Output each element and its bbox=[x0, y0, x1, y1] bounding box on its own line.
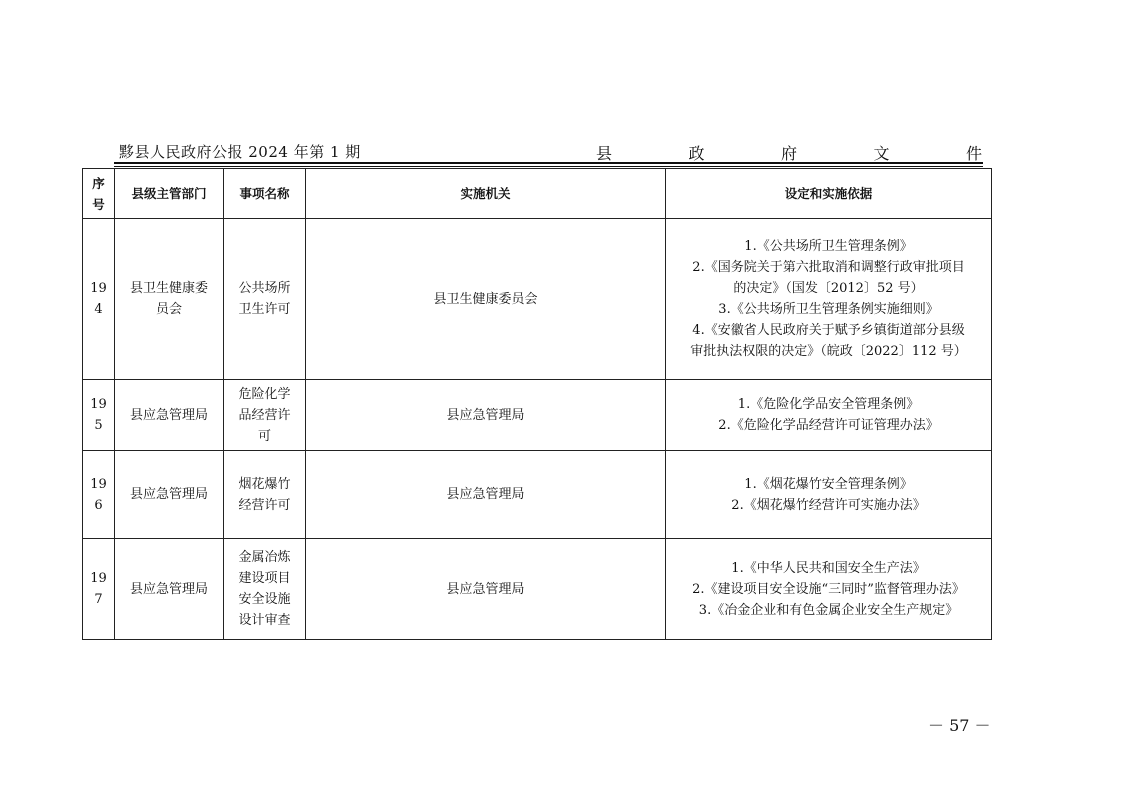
item-line: 烟花爆竹 bbox=[238, 476, 291, 492]
category-char: 县 bbox=[596, 144, 613, 163]
table-row bbox=[83, 539, 992, 640]
approval-items-table bbox=[82, 168, 992, 640]
seq-cell bbox=[83, 380, 115, 451]
agency-cell: 县应急管理局 bbox=[306, 451, 666, 539]
item-line: 经营许可 bbox=[238, 497, 291, 513]
header-seq-line: 号 bbox=[92, 196, 105, 212]
basis-cell bbox=[666, 219, 992, 380]
table-row bbox=[83, 451, 992, 539]
category-char: 件 bbox=[965, 144, 982, 163]
category-char: 府 bbox=[780, 144, 797, 163]
category-char: 政 bbox=[688, 144, 705, 163]
basis-cell bbox=[666, 451, 992, 539]
seq-line: 19 bbox=[90, 476, 107, 492]
item-cell bbox=[224, 380, 306, 451]
item-cell bbox=[224, 219, 306, 380]
header-basis: 设定和实施依据 bbox=[666, 169, 992, 219]
basis-line: 审批执法权限的决定》（皖政〔2022〕112 号） bbox=[690, 344, 967, 359]
agency-cell: 县应急管理局 bbox=[306, 380, 666, 451]
item-line: 建设项目 bbox=[238, 571, 291, 586]
item-line: 设计审查 bbox=[238, 613, 291, 628]
seq-cell bbox=[83, 451, 115, 539]
basis-line: 3.《公共场所卫生管理条例实施细则》 bbox=[718, 302, 939, 317]
department-cell: 县应急管理局 bbox=[115, 380, 224, 451]
department-line: 县卫生健康委 bbox=[129, 281, 208, 296]
basis-line: 2.《国务院关于第六批取消和调整行政审批项目 bbox=[692, 260, 965, 275]
basis-line: 3.《冶金企业和有色金属企业安全生产规定》 bbox=[698, 602, 959, 618]
table-row bbox=[83, 219, 992, 380]
header-seq bbox=[83, 169, 115, 219]
department-cell bbox=[115, 219, 224, 380]
basis-line: 1.《烟花爆竹安全管理条例》 bbox=[744, 476, 913, 492]
header-rule-thin bbox=[114, 166, 983, 167]
item-line: 品经营许 bbox=[238, 407, 291, 423]
seq-line: 7 bbox=[94, 592, 103, 607]
basis-cell bbox=[666, 380, 992, 451]
basis-line: 4.《安徽省人民政府关于赋予乡镇街道部分县级 bbox=[692, 323, 965, 338]
agency-cell: 县应急管理局 bbox=[306, 539, 666, 640]
seq-line: 19 bbox=[90, 397, 107, 412]
item-cell bbox=[224, 539, 306, 640]
basis-line: 1.《公共场所卫生管理条例》 bbox=[744, 239, 913, 254]
seq-line: 5 bbox=[94, 418, 103, 433]
header-rule-thick bbox=[114, 162, 983, 164]
basis-line: 2.《建设项目安全设施“三同时”监督管理办法》 bbox=[692, 581, 965, 597]
item-line: 公共场所 bbox=[238, 281, 291, 296]
page-number: － 57 － bbox=[928, 716, 991, 735]
item-line: 金属冶炼 bbox=[238, 550, 291, 565]
item-line: 安全设施 bbox=[238, 592, 291, 607]
basis-line: 2.《危险化学品经营许可证管理办法》 bbox=[718, 418, 939, 433]
basis-line: 1.《危险化学品安全管理条例》 bbox=[737, 397, 920, 412]
header-department: 县级主管部门 bbox=[115, 169, 224, 219]
seq-cell bbox=[83, 539, 115, 640]
item-line: 卫生许可 bbox=[238, 302, 291, 317]
seq-line: 4 bbox=[94, 302, 103, 317]
basis-cell bbox=[666, 539, 992, 640]
item-cell bbox=[224, 451, 306, 539]
basis-line: 1.《中华人民共和国安全生产法》 bbox=[731, 560, 926, 576]
document-category bbox=[596, 141, 982, 164]
department-cell: 县应急管理局 bbox=[115, 539, 224, 640]
basis-line: 的决定》（国发〔2012〕52 号） bbox=[733, 281, 924, 296]
department-line: 员会 bbox=[155, 302, 182, 317]
bulletin-header: 黟县人民政府公报 2024 年第 1 期 bbox=[119, 143, 361, 161]
seq-line: 19 bbox=[90, 571, 107, 586]
table-row bbox=[83, 380, 992, 451]
seq-line: 19 bbox=[90, 281, 107, 296]
agency-cell: 县卫生健康委员会 bbox=[306, 219, 666, 380]
item-line: 可 bbox=[257, 428, 271, 444]
table-header-row bbox=[83, 169, 992, 219]
header-seq-line: 序 bbox=[92, 175, 105, 191]
seq-cell bbox=[83, 219, 115, 380]
category-char: 文 bbox=[873, 144, 890, 163]
header-item: 事项名称 bbox=[224, 169, 306, 219]
seq-line: 6 bbox=[94, 497, 103, 513]
item-line: 危险化学 bbox=[238, 386, 291, 402]
basis-line: 2.《烟花爆竹经营许可实施办法》 bbox=[731, 497, 926, 513]
header-agency: 实施机关 bbox=[306, 169, 666, 219]
department-cell: 县应急管理局 bbox=[115, 451, 224, 539]
